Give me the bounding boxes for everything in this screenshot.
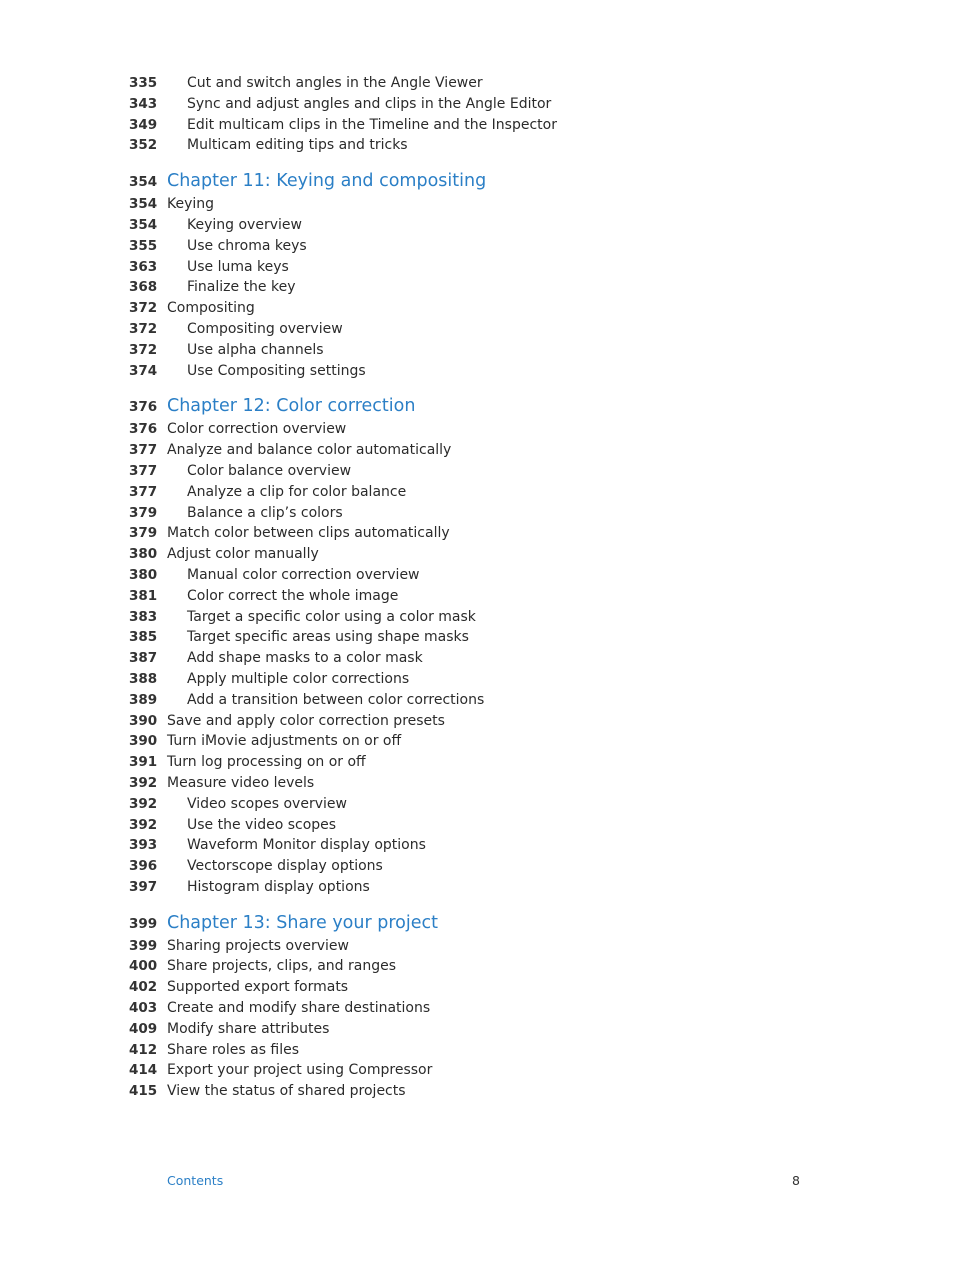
toc-page-number: 343 (129, 95, 158, 112)
toc-entry-title: Vectorscope display options (187, 858, 383, 875)
toc-page-number: 379 (129, 525, 158, 542)
toc-entry-title: Color correction overview (167, 421, 347, 438)
toc-entry-title: Turn iMovie adjustments on or off (167, 733, 402, 750)
toc-entry-title: Keying (167, 196, 215, 213)
toc-page-number: 390 (129, 733, 158, 750)
toc-entry[interactable] (0, 523, 954, 544)
toc-entry[interactable] (0, 1040, 954, 1061)
toc-entry-title: Create and modify share destinations (167, 1000, 431, 1017)
toc-entry[interactable] (0, 773, 954, 794)
footer-section-label: Contents (167, 1173, 224, 1188)
toc-entry[interactable] (0, 340, 954, 361)
toc-entry-title: Turn log processing on or off (167, 754, 366, 771)
toc-page-number: 354 (129, 216, 158, 233)
toc-entry[interactable] (0, 1019, 954, 1040)
toc-entry[interactable] (0, 1081, 954, 1102)
toc-entry[interactable] (0, 711, 954, 732)
toc-entry-title: Color correct the whole image (187, 587, 399, 604)
toc-entry[interactable] (0, 94, 954, 115)
toc-entry-title: Apply multiple color corrections (187, 670, 410, 687)
toc-entry-title: Compositing (167, 300, 255, 317)
toc-chapter-heading[interactable] (0, 168, 954, 194)
toc-entry-title: Use luma keys (187, 258, 289, 275)
toc-entry-title: Measure video levels (167, 774, 315, 791)
toc-entry[interactable] (0, 669, 954, 690)
toc-entry[interactable] (0, 998, 954, 1019)
toc-page-number: 355 (129, 237, 158, 254)
toc-entry-title: Share roles as files (167, 1041, 300, 1058)
toc-entry[interactable] (0, 565, 954, 586)
toc-entry[interactable] (0, 977, 954, 998)
toc-entry-title: Use Compositing settings (187, 362, 366, 379)
toc-chapter-heading[interactable] (0, 393, 954, 419)
toc-page-number: 392 (129, 774, 158, 791)
toc-entry[interactable] (0, 731, 954, 752)
toc-page-number: 412 (129, 1041, 158, 1058)
toc-entry[interactable] (0, 607, 954, 628)
toc-entry-title: Histogram display options (187, 878, 370, 895)
toc-page-number: 385 (129, 629, 158, 646)
toc-entry[interactable] (0, 503, 954, 524)
toc-entry[interactable] (0, 936, 954, 957)
toc-page-number: 377 (129, 442, 158, 459)
toc-entry-title: Target specific areas using shape masks (187, 629, 469, 646)
toc-entry-title: Waveform Monitor display options (187, 837, 426, 854)
toc-page-number: 399 (129, 937, 158, 954)
toc-page-number: 392 (129, 795, 158, 812)
toc-entry-title: Sync and adjust angles and clips in the Angle Editor (187, 95, 552, 112)
toc-entry-title: Share projects, clips, and ranges (167, 958, 396, 975)
toc-page-number: 393 (129, 837, 158, 854)
toc-page-number: 349 (129, 116, 158, 133)
toc-entry[interactable] (0, 877, 954, 898)
toc-entry[interactable] (0, 319, 954, 340)
toc-entry-title: Add a transition between color corrections (187, 691, 485, 708)
toc-entry-title: Cut and switch angles in the Angle Viewer (187, 75, 483, 91)
toc-entry[interactable] (0, 73, 954, 94)
toc-page-number: 354 (129, 196, 158, 213)
toc-page-number: 363 (129, 258, 158, 275)
toc-chapter-title: Chapter 12: Color correction (167, 396, 416, 417)
toc-entry-title: Supported export formats (167, 979, 349, 996)
toc-entry[interactable] (0, 277, 954, 298)
toc-entry[interactable] (0, 544, 954, 565)
toc-entry[interactable] (0, 115, 954, 136)
toc-entry-title: Use the video scopes (187, 816, 337, 833)
toc-entry[interactable] (0, 440, 954, 461)
toc-chapter-heading[interactable] (0, 910, 954, 936)
toc-entry-title: Balance a clip’s colors (187, 504, 343, 521)
toc-page-number: 380 (129, 546, 158, 563)
toc-entry-title: Multicam editing tips and tricks (187, 137, 408, 154)
toc-entry-title: Analyze and balance color automatically (167, 442, 452, 459)
toc-entry[interactable] (0, 690, 954, 711)
toc-page-number: 372 (129, 300, 158, 317)
toc-entry-title: Keying overview (187, 216, 302, 233)
toc-entry-title: Compositing overview (187, 320, 343, 337)
table-of-contents (0, 73, 954, 1102)
toc-entry-title: View the status of shared projects (167, 1083, 406, 1100)
toc-entry-title: Add shape masks to a color mask (187, 650, 423, 667)
toc-page-number: 376 (129, 421, 158, 438)
toc-entry[interactable] (0, 1060, 954, 1081)
toc-entry-title: Sharing projects overview (167, 937, 349, 954)
toc-entry[interactable] (0, 135, 954, 156)
toc-page-number: 396 (129, 858, 158, 875)
toc-entry[interactable] (0, 586, 954, 607)
toc-entry[interactable] (0, 482, 954, 503)
toc-entry[interactable] (0, 236, 954, 257)
toc-entry-title: Save and apply color correction presets (167, 712, 445, 729)
toc-entry-title: Adjust color manually (167, 546, 319, 563)
toc-page-number: 377 (129, 462, 158, 479)
toc-entry-title: Use alpha channels (187, 341, 324, 358)
toc-page-number: 388 (129, 670, 158, 687)
toc-page-number: 400 (129, 958, 158, 975)
toc-entry-title: Color balance overview (187, 462, 352, 479)
toc-entry[interactable] (0, 215, 954, 236)
toc-page-number: 391 (129, 754, 158, 771)
toc-entry[interactable] (0, 752, 954, 773)
toc-page-number: 377 (129, 483, 158, 500)
toc-entry[interactable] (0, 856, 954, 877)
toc-page-number: 387 (129, 650, 158, 667)
toc-entry-title: Video scopes overview (187, 795, 347, 812)
toc-page-number: 402 (129, 979, 158, 996)
toc-entry[interactable] (0, 648, 954, 669)
toc-entry[interactable] (0, 835, 954, 856)
toc-entry[interactable] (0, 815, 954, 836)
toc-page-number: 335 (129, 75, 158, 91)
toc-page-number: 372 (129, 320, 158, 337)
toc-page-number: 368 (129, 279, 158, 296)
toc-page-number: 376 (129, 399, 158, 416)
toc-entry[interactable] (0, 419, 954, 440)
toc-page-number: 397 (129, 878, 158, 895)
footer-page-number: 8 (792, 1173, 800, 1188)
toc-entry[interactable] (0, 298, 954, 319)
toc-chapter-title: Chapter 11: Keying and compositing (167, 171, 487, 192)
toc-page-number: 381 (129, 587, 158, 604)
toc-entry[interactable] (0, 956, 954, 977)
toc-page-number: 380 (129, 566, 158, 583)
toc-entry-title: Finalize the key (187, 279, 296, 296)
toc-entry-title: Target a specific color using a color mask (187, 608, 476, 625)
toc-page-number: 372 (129, 341, 158, 358)
toc-entry-title: Edit multicam clips in the Timeline and the Inspector (187, 116, 557, 133)
toc-entry[interactable] (0, 627, 954, 648)
toc-page-number: 399 (129, 915, 158, 932)
toc-page-number: 403 (129, 1000, 158, 1017)
toc-entry-title: Match color between clips automatically (167, 525, 450, 542)
toc-page-number: 392 (129, 816, 158, 833)
toc-page-number: 390 (129, 712, 158, 729)
toc-entry-title: Analyze a clip for color balance (187, 483, 407, 500)
toc-entry[interactable] (0, 194, 954, 215)
toc-entry[interactable] (0, 361, 954, 382)
toc-entry[interactable] (0, 461, 954, 482)
toc-entry-title: Modify share attributes (167, 1020, 330, 1037)
toc-page-number: 389 (129, 691, 158, 708)
toc-page-number: 379 (129, 504, 158, 521)
toc-page-number: 415 (129, 1083, 158, 1100)
toc-entry-title: Manual color correction overview (187, 566, 420, 583)
toc-page-number: 354 (129, 174, 158, 191)
toc-page-number: 374 (129, 362, 158, 379)
toc-page-number: 383 (129, 608, 158, 625)
toc-entry[interactable] (0, 794, 954, 815)
toc-entry-title: Export your project using Compressor (167, 1062, 433, 1079)
toc-entry-title: Use chroma keys (187, 237, 307, 254)
toc-page-number: 409 (129, 1020, 158, 1037)
toc-page-number: 414 (129, 1062, 158, 1079)
toc-chapter-title: Chapter 13: Share your project (167, 912, 438, 933)
toc-page-number: 352 (129, 137, 158, 154)
toc-entry[interactable] (0, 257, 954, 278)
